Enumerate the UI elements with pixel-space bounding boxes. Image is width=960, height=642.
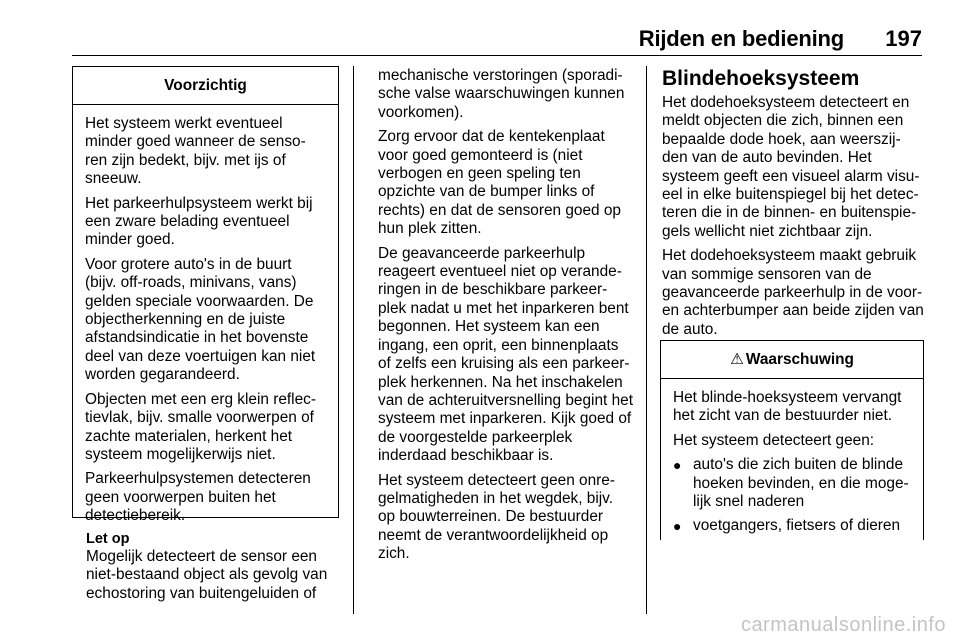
page-number: 197 — [885, 26, 922, 51]
body-paragraph: Het systeem detecteert geen onre-gelmatigheden in het wegdek, bijv. op bouwterreinen. De bestuurder neemt de verantwoordelijkheid op zich. — [378, 471, 615, 563]
caution-box — [72, 66, 339, 525]
page-header — [0, 0, 960, 58]
warning-header — [661, 341, 923, 379]
note-text: Mogelijk detecteert de sensor een niet-bestaand object als gevolg van echostoring van buitengeluiden of — [86, 548, 328, 602]
warning-bullet — [673, 456, 911, 511]
caution-title: Voorzichtig — [73, 67, 338, 105]
body-paragraph: Zorg ervoor dat de kentekenplaat voor goed gemonteerd is (niet verbogen en geen speling ten opzichte van de bumper links of rechts) en dat de sensoren goed op hun plek zitten. — [378, 128, 621, 238]
column-3 — [662, 66, 926, 345]
column-2 — [378, 67, 634, 570]
warning-title: Waarschuwing — [745, 351, 854, 368]
note-title: Let op — [86, 531, 130, 547]
caution-body — [73, 105, 338, 526]
note-block — [86, 530, 340, 603]
warning-paragraph: Het systeem detecteert geen: — [673, 431, 875, 449]
header-title: Rijden en bediening — [638, 26, 844, 51]
warning-box — [660, 340, 924, 540]
bullet-dot-icon: ● — [673, 457, 682, 474]
warning-paragraph: Het blinde-hoeksysteem vervangt het zicht van de bestuurder niet. — [673, 389, 902, 425]
watermark: carmanualsonline.info — [740, 614, 946, 636]
caution-paragraph: Het parkeerhulpsysteem werkt bij een zware belading eventueel minder goed. — [85, 194, 313, 249]
body-paragraph: De geavanceerde parkeerhulp reageert eventueel niet op verande-ringen in de beschikbare parkeer-plek nadat u met het inparkeren bent begonnen. Het systeem kan een ingang, een oprit, een binnenplaats of zelfs een kruising als een parkeer-plek herkennen. Na het inschakelen van de achteruitversnelling begint het systeem met inparkeren. Kijk goed of de voorgestelde parkeerplek inderdaad beschikbaar is. — [378, 244, 633, 465]
caution-paragraph: Objecten met een erg klein reflec-tievlak, bijv. smalle voorwerpen of zachte materialen, herkent het systeem mogelijkerwijs niet. — [85, 390, 316, 463]
section-title: Blindehoeksysteem — [662, 67, 860, 90]
warning-body — [661, 379, 923, 536]
caution-paragraph: Het systeem werkt eventueel minder goed wanneer de senso-ren zijn bedekt, bijv. met ijs of sneeuw. — [85, 115, 306, 188]
warning-bullet-text: voetgangers, fietsers of dieren — [693, 517, 901, 535]
column-divider-1 — [353, 66, 354, 614]
warning-bullet — [673, 517, 911, 535]
caution-paragraph: Parkeerhulpsystemen detecteren geen voorwerpen buiten het detectiebereik. — [85, 470, 311, 525]
bullet-dot-icon: ● — [673, 518, 682, 535]
body-paragraph: Het dodehoeksysteem maakt gebruik van sommige sensoren van de geavanceerde parkeerhulp in de voor- en achterbumper aan beide zijden van de auto. — [662, 247, 924, 338]
caution-paragraph: Voor grotere auto's in de buurt (bijv. off-roads, minivans, vans) gelden speciale voorwaarden. De objectherkenning en de juiste afstandsindicatie in het bovenste deel van deze voertuigen kan niet worden gegarandeerd. — [85, 255, 316, 384]
column-divider-2 — [646, 66, 647, 614]
warning-triangle-icon: ⚠ — [730, 351, 744, 368]
body-paragraph: mechanische verstoringen (sporadi-sche valse waarschuwingen kunnen voorkomen). — [378, 67, 625, 121]
warning-bullet-text: auto's die zich buiten de blinde hoeken bevinden, en die moge-lijk snel naderen — [693, 456, 909, 511]
body-paragraph: Het dodehoeksysteem detecteert en meldt objecten die zich, binnen een bepaalde dode hoek, aan weerszij-den van de auto bevinden. Het systeem geeft een visueel alarm visu-eel in elke buitenspiegel bij het detec-teren die in de binnen- en buitenspie-gels wellicht niet zichtbaar zijn. — [662, 94, 920, 240]
header-rule — [72, 55, 922, 56]
